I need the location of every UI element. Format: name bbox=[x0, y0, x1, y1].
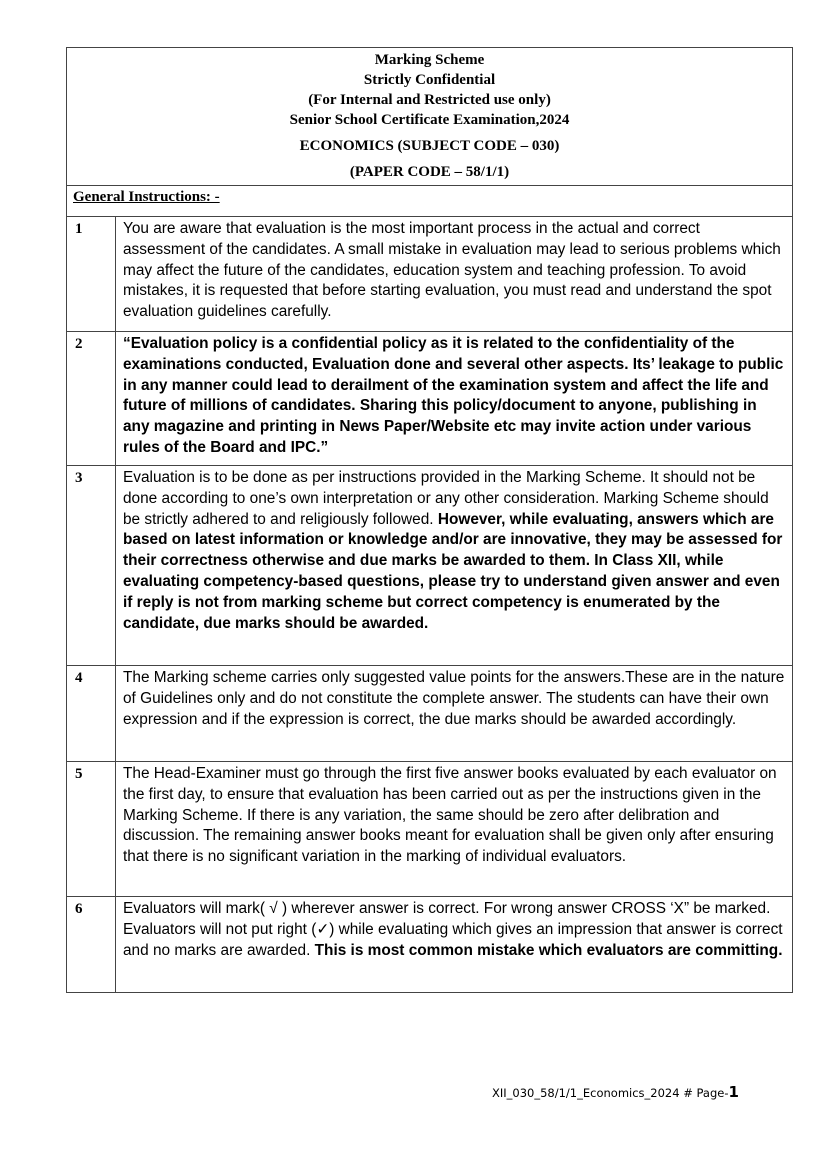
instruction-row bbox=[67, 332, 792, 466]
header-confidential: Strictly Confidential bbox=[363, 72, 496, 88]
instruction-text: The Head-Examiner must go through the first five answer books evaluated by each evaluator on the first day, to ensure that evaluation has been carried out as per the instructions given in the Marking Scheme. If there is any variation, the same should be zero after delibration and discussion. The remaining answer books meant for evaluation shall be given only after ensuring that there is no significant variation in the marking of individual evaluators. bbox=[123, 765, 777, 866]
instruction-number: 2 bbox=[67, 332, 116, 465]
page-footer bbox=[492, 1083, 739, 1101]
footer-code: XII_030_58/1/1_Economics_2024 # Page- bbox=[492, 1086, 729, 1100]
instruction-row bbox=[67, 762, 792, 897]
instruction-number: 6 bbox=[67, 897, 116, 992]
header-paper-code: (PAPER CODE – 58/1/1) bbox=[349, 164, 510, 180]
instruction-text: The Marking scheme carries only suggested value points for the answers.These are in the nature of Guidelines only and do not constitute the complete answer. The students can have their own expression and if the expression is correct, the due marks should be awarded accordingly. bbox=[123, 669, 785, 728]
instruction-number: 5 bbox=[67, 762, 116, 896]
instruction-number: 3 bbox=[67, 466, 116, 665]
instruction-text: Evaluators will mark( √ ) wherever answer is correct. For wrong answer CROSS ‘X” be marked. Evaluators will not put right (✓) while evaluating which gives an impression that answer is correct and no marks are awarded. This is most common mistake which evaluators are committing. bbox=[123, 900, 783, 959]
instruction-row bbox=[67, 466, 792, 666]
instruction-row bbox=[67, 897, 792, 992]
instruction-row bbox=[67, 666, 792, 762]
instruction-text: “Evaluation policy is a confidential policy as it is related to the confidentiality of the examinations conducted, Evaluation done and several other aspects. Its’ leakage to public in any manner could lead to derailment of the examination system and affect the life and future of millions of candidates. Sharing this policy/document to anyone, publishing in any magazine and printing in News Paper/Website etc may invite action under various rules of the Board and IPC.” bbox=[123, 335, 784, 456]
document-header bbox=[67, 48, 792, 186]
instruction-row bbox=[67, 217, 792, 332]
instruction-text: You are aware that evaluation is the most important process in the actual and correct assessment of the candidates. A small mistake in evaluation may lead to serious problems which may affect the future of the candidates, education system and teaching profession. To avoid mistakes, it is requested that before starting evaluation, you must read and understand the spot evaluation guidelines carefully. bbox=[123, 220, 781, 321]
instruction-text: Evaluation is to be done as per instructions provided in the Marking Scheme. It should not be done according to one’s own interpretation or any other consideration. Marking Scheme should be strictly adhered to and religiously followed. However, while evaluating, answers which are based on latest information or knowledge and/or are innovative, they may be assessed for their correctness otherwise and due marks be awarded to them. In Class XII, while evaluating competency-based questions, please try to understand given answer and even if reply is not from marking scheme but correct competency is enumerated by the candidate, due marks should be awarded. bbox=[123, 469, 783, 632]
instruction-number: 1 bbox=[67, 217, 116, 331]
general-instructions-heading: General Instructions: - bbox=[67, 186, 792, 217]
header-restricted: (For Internal and Restricted use only) bbox=[308, 92, 551, 108]
header-subject: ECONOMICS (SUBJECT CODE – 030) bbox=[299, 138, 560, 154]
marking-scheme-table bbox=[66, 47, 793, 993]
page-number: 1 bbox=[728, 1083, 739, 1101]
instruction-number: 4 bbox=[67, 666, 116, 761]
header-exam: Senior School Certificate Examination,2024 bbox=[289, 112, 570, 128]
header-title: Marking Scheme bbox=[374, 52, 485, 68]
